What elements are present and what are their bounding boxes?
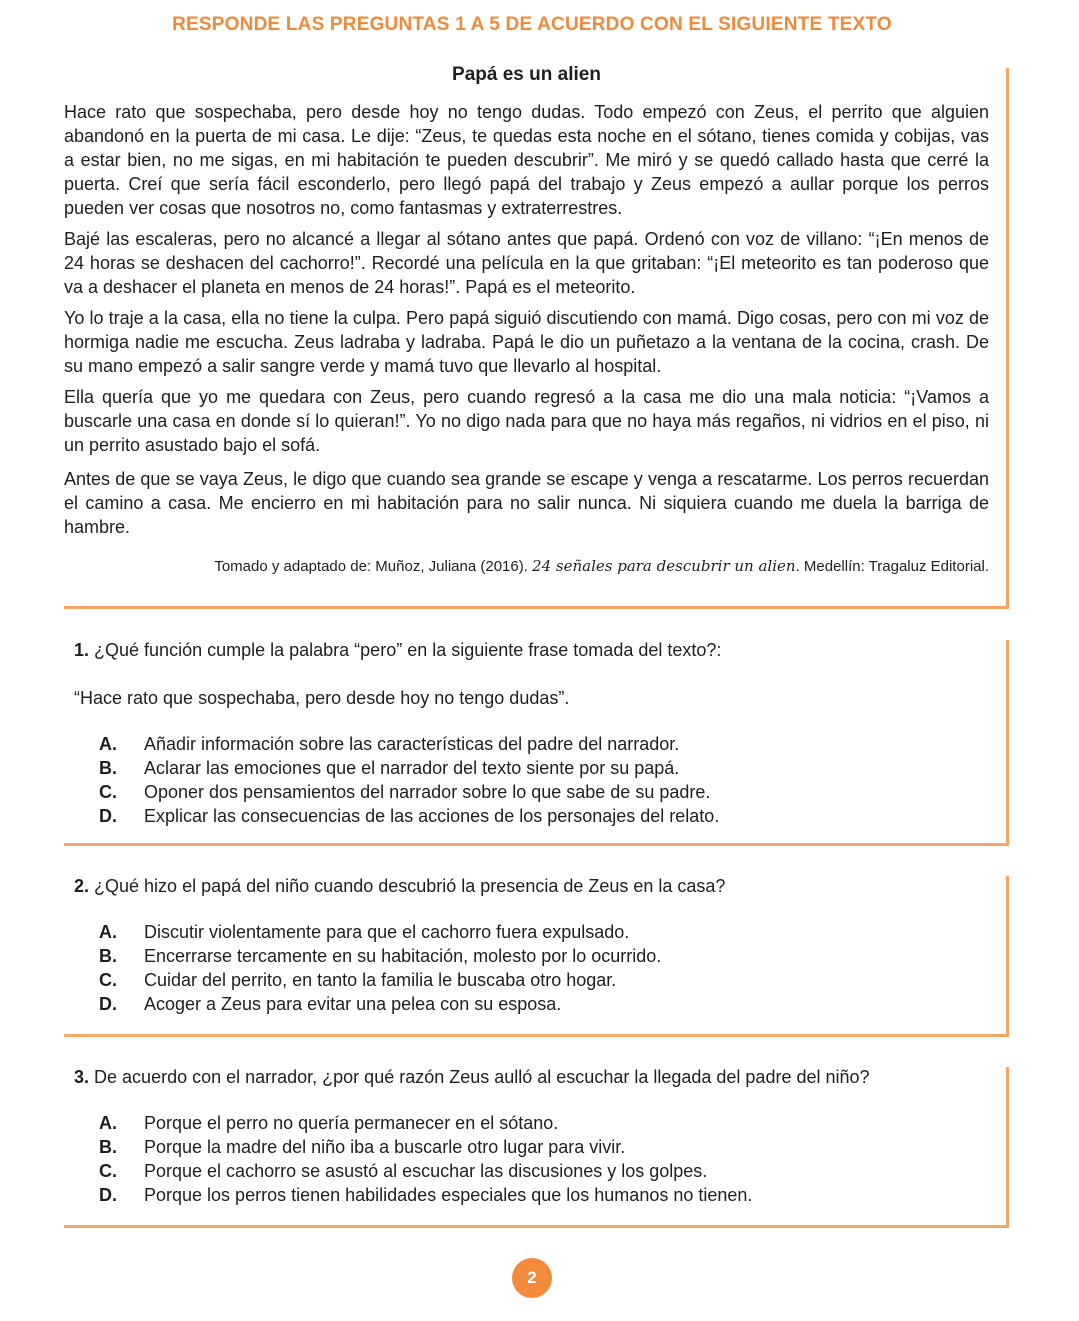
answer-option-d[interactable]: D. Acoger a Zeus para evitar una pelea con su esposa.	[99, 994, 562, 1014]
source-book-title: 24 señales para descubrir un alien	[532, 557, 796, 575]
reading-paragraph: Ella quería que yo me quedara con Zeus, pero cuando regresó a la casa me dio una mala noticia: “¡Vamos a buscarle una casa en donde sí lo quieran!”. Yo no digo nada para que no haya más regaños, ni vidrios en el piso, ni un perrito asustado bajo el sofá.	[64, 387, 989, 455]
reading-paragraph: Bajé las escaleras, pero no alcancé a llegar al sótano antes que papá. Ordenó con voz de villano: “¡En menos de 24 horas se deshacen del cachorro!”. Recordé una película en la que gritaban: “¡El meteorito es tan poderoso que va a deshacer el planeta en menos de 24 horas!”. Papá es el meteorito.	[64, 229, 989, 297]
question-number: 3.	[74, 1067, 90, 1087]
question-text: ¿Qué hizo el papá del niño cuando descubrió la presencia de Zeus en la casa?	[94, 876, 726, 896]
answer-options	[99, 732, 994, 828]
answer-option-a[interactable]: A. Porque el perro no quería permanecer en el sótano.	[99, 1113, 559, 1133]
source-suffix: . Medellín: Tragaluz Editorial.	[795, 558, 989, 575]
question-number: 1.	[74, 640, 90, 660]
source-prefix: Tomado y adaptado de: Muñoz, Juliana (2016).	[214, 558, 533, 575]
answer-option-b[interactable]: B. Encerrarse tercamente en su habitación, molesto por lo ocurrido.	[99, 946, 662, 966]
answer-options	[99, 920, 994, 1016]
page-header: RESPONDE LAS PREGUNTAS 1 A 5 DE ACUERDO CON EL SIGUIENTE TEXTO	[172, 14, 892, 35]
question-2	[74, 874, 994, 1016]
answer-option-b[interactable]: B. Aclarar las emociones que el narrador del texto siente por su papá.	[99, 758, 680, 778]
reading-passage	[64, 60, 989, 575]
question-text: De acuerdo con el narrador, ¿por qué razón Zeus aulló al escuchar la llegada del padre del niño?	[94, 1067, 870, 1087]
source-citation	[64, 557, 989, 575]
reading-title: Papá es un alien	[452, 64, 601, 85]
reading-paragraph: Hace rato que sospechaba, pero desde hoy no tengo dudas. Todo empezó con Zeus, el perrito que alguien abandonó en la puerta de mi casa. Le dije: “Zeus, te quedas esta noche en el sótano, tienes comida y cobijas, vas a estar bien, no me sigas, en mi habitación te pueden descubrir”. Me miró y se quedó callado hasta que cerré la puerta. Creí que sería fácil esconderlo, pero llegó papá del trabajo y Zeus empezó a aullar porque los perros pueden ver cosas que nosotros no, como fantasmas y extraterrestres.	[64, 102, 989, 218]
page-number-badge: 2	[512, 1258, 552, 1298]
answer-option-c[interactable]: C. Porque el cachorro se asustó al escuchar las discusiones y los golpes.	[99, 1161, 708, 1181]
answer-option-d[interactable]: D. Porque los perros tienen habilidades especiales que los humanos no tienen.	[99, 1185, 753, 1205]
question-number: 2.	[74, 876, 90, 896]
answer-option-c[interactable]: C. Cuidar del perrito, en tanto la familia le buscaba otro hogar.	[99, 970, 617, 990]
answer-option-a[interactable]: A. Añadir información sobre las características del padre del narrador.	[99, 734, 680, 754]
question-text: ¿Qué función cumple la palabra “pero” en la siguiente frase tomada del texto?:	[94, 640, 722, 660]
question-1	[74, 638, 994, 828]
answer-option-d[interactable]: D. Explicar las consecuencias de las acciones de los personajes del relato.	[99, 806, 720, 826]
answer-option-a[interactable]: A. Discutir violentamente para que el cachorro fuera expulsado.	[99, 922, 630, 942]
reading-paragraph: Antes de que se vaya Zeus, le digo que cuando sea grande se escape y venga a rescatarme. Los perros recuerdan el camino a casa. Me encierro en mi habitación para no salir nunca. Ni siquiera cuando me duela la barriga de hambre.	[64, 469, 989, 537]
question-3	[74, 1065, 994, 1207]
answer-option-b[interactable]: B. Porque la madre del niño iba a buscarle otro lugar para vivir.	[99, 1137, 626, 1157]
answer-options	[99, 1111, 994, 1207]
reading-paragraph: Yo lo traje a la casa, ella no tiene la culpa. Pero papá siguió discutiendo con mamá. Digo cosas, pero con mi voz de hormiga nadie me escucha. Zeus ladraba y ladraba. Papá le dio un puñetazo a la ventana de la cocina, crash. De su mano empezó a salir sangre verde y mamá tuvo que llevarlo al hospital.	[64, 308, 989, 376]
question-quote: “Hace rato que sospechaba, pero desde hoy no tengo dudas”.	[74, 688, 570, 708]
answer-option-c[interactable]: C. Oponer dos pensamientos del narrador sobre lo que sabe de su padre.	[99, 782, 711, 802]
